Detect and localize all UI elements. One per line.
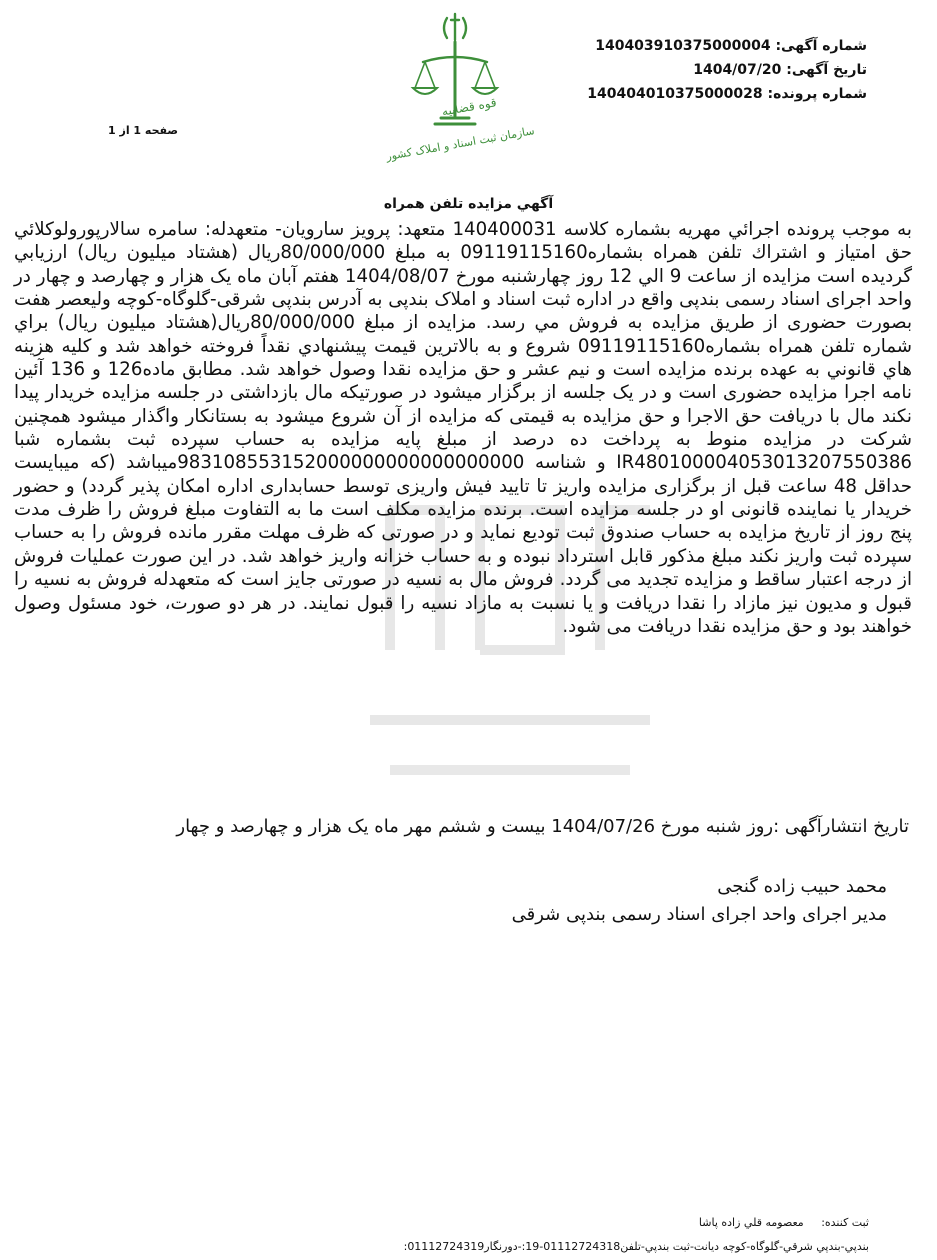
page-indicator: صفحه 1 از 1 <box>108 124 179 137</box>
case-number-line <box>587 86 867 102</box>
notice-number-value: 140403910375000004 <box>595 38 771 54</box>
notice-body-paragraph: به موجب پرونده اجرائي مهريه بشماره كلاسه 140400031 متعهد: پرویز سارویان- متعهدله: سامره سالارپورولوكلائي حق امتياز و اشتراك تلفن همراه بشماره09119115160 به مبلغ 80/000/000ريال (هشتاد ميليون ريال) ارزيابي گرديده است مزايده از ساعت 9 الي 12 روز چهارشنبه مورخ 1404/08/07 هفتم آبان ماه یک هزار و چهارصد و چهار در واحد اجرای اسناد رسمی بندپی واقع در اداره ثبت اسناد و املاک بندپی به آدرس بندپی شرقی-گلوگاه-کوچه ولیعصر هفت بصورت حضوری از طريق مزايده به فروش مي رسد. مزايده از مبلغ 80/000/000ريال(هشتاد ميليون ريال) براي شماره تلفن همراه بشماره09119115160 شروع و به بالاترين قيمت پيشنهادي نقداً فروخته خواهد شد و كليه هزينه هاي قانوني به عهده برنده مزايده است و نيم عشر و حق مزايده نقدا وصول خواهد شد. مطابق ماده126 و 136 آئين نامه اجرا مزايده حضوری است و در یک جلسه از برگزار میشود در صورتیکه مال بازداشتی در جلسه مزایده خریدار پیدا نکند مال با دریافت حق الاجرا و حق مزایده به قیمتی که مزایده از آن شروع میشود به بستانکار واگذار میشود همچنین شرکت در مزایده منوط به پرداخت ده درصد از مبلغ پایه مزایده به حساب سپرده ثبت بشماره شبا IR480100004053013207550386 و شناسه 983108553152000000000000000000میباشد (که میبایست حداقل 48 ساعت قبل از برگزاری مزایده واریز تا تایید فیش واریزی توسط حسابداری اداره امکان پذیر گردد) و حضور خریدار یا نماینده قانونی او در جلسه مزایده است. برنده مزایده مکلف است ما به التفاوت مبلغ فروش را ظرف مدت پنج روز از تاریخ مزایده به حساب صندوق ثبت تودیع نماید و در صورتی که ظرف مهلت مقرر مانده فروش را به حساب سپرده ثبت واریز نکند مبلغ مذکور قابل استرداد نبوده و به حساب خزانه واریز خواهد شد. در این صورت عملیات فروش از درجه اعتبار ساقط و مزایده تجدید می گردد. فروش مال به نسیه در صورتی جایز است که متعهدله فروش به نسیه را قبول و مدیون نیز مازاد را نقدا دریافت و یا نسبت به مازاد نسیه را قبول نمایند. در هر دو صورت، خود مسئول وصول خواهند بود و حق مزایده نقدا دریافت می شود. <box>14 219 913 637</box>
notice-date-value: 1404/07/20 <box>693 62 782 78</box>
registrar-line <box>699 1216 869 1229</box>
case-number-value: 140404010375000028 <box>587 86 763 102</box>
notice-title: آگهي مزايده تلفن همراه <box>383 196 554 212</box>
logo-text-line2: سازمان ثبت اسناد و املاک کشور <box>385 124 536 164</box>
notice-number-label: شماره آگهی: <box>775 38 867 54</box>
notice-date-line <box>693 62 867 78</box>
notice-date-label: تاریخ آگهی: <box>786 62 867 78</box>
footer-address: بندپي-بندپي شرقي-گلوگاه-كوچه ديانت-ثبت بندپي-تلفن01112724318-19:-دورنگار01112724319: <box>403 1240 869 1253</box>
notice-number-line <box>595 38 867 54</box>
registrar-label: ثبت كننده: <box>821 1216 869 1229</box>
judiciary-logo <box>385 6 565 166</box>
case-number-label: شماره پرونده: <box>767 86 867 102</box>
signatory-name: محمد حبیب زاده گنجی <box>717 876 887 897</box>
notice-body <box>14 218 912 638</box>
signatory-title: مدیر اجرای واحد اجرای اسناد رسمی بندپی شرقی <box>511 904 887 925</box>
publication-date: تاریخ انتشارآگهی :روز شنبه مورخ 1404/07/26 بیست و ششم مهر ماه یک هزار و چهارصد و چهار <box>176 816 909 837</box>
registrar-name: معصومه قلي زاده پاشا <box>698 1216 804 1229</box>
logo-text-line1: قوه قضاییه <box>440 95 498 119</box>
